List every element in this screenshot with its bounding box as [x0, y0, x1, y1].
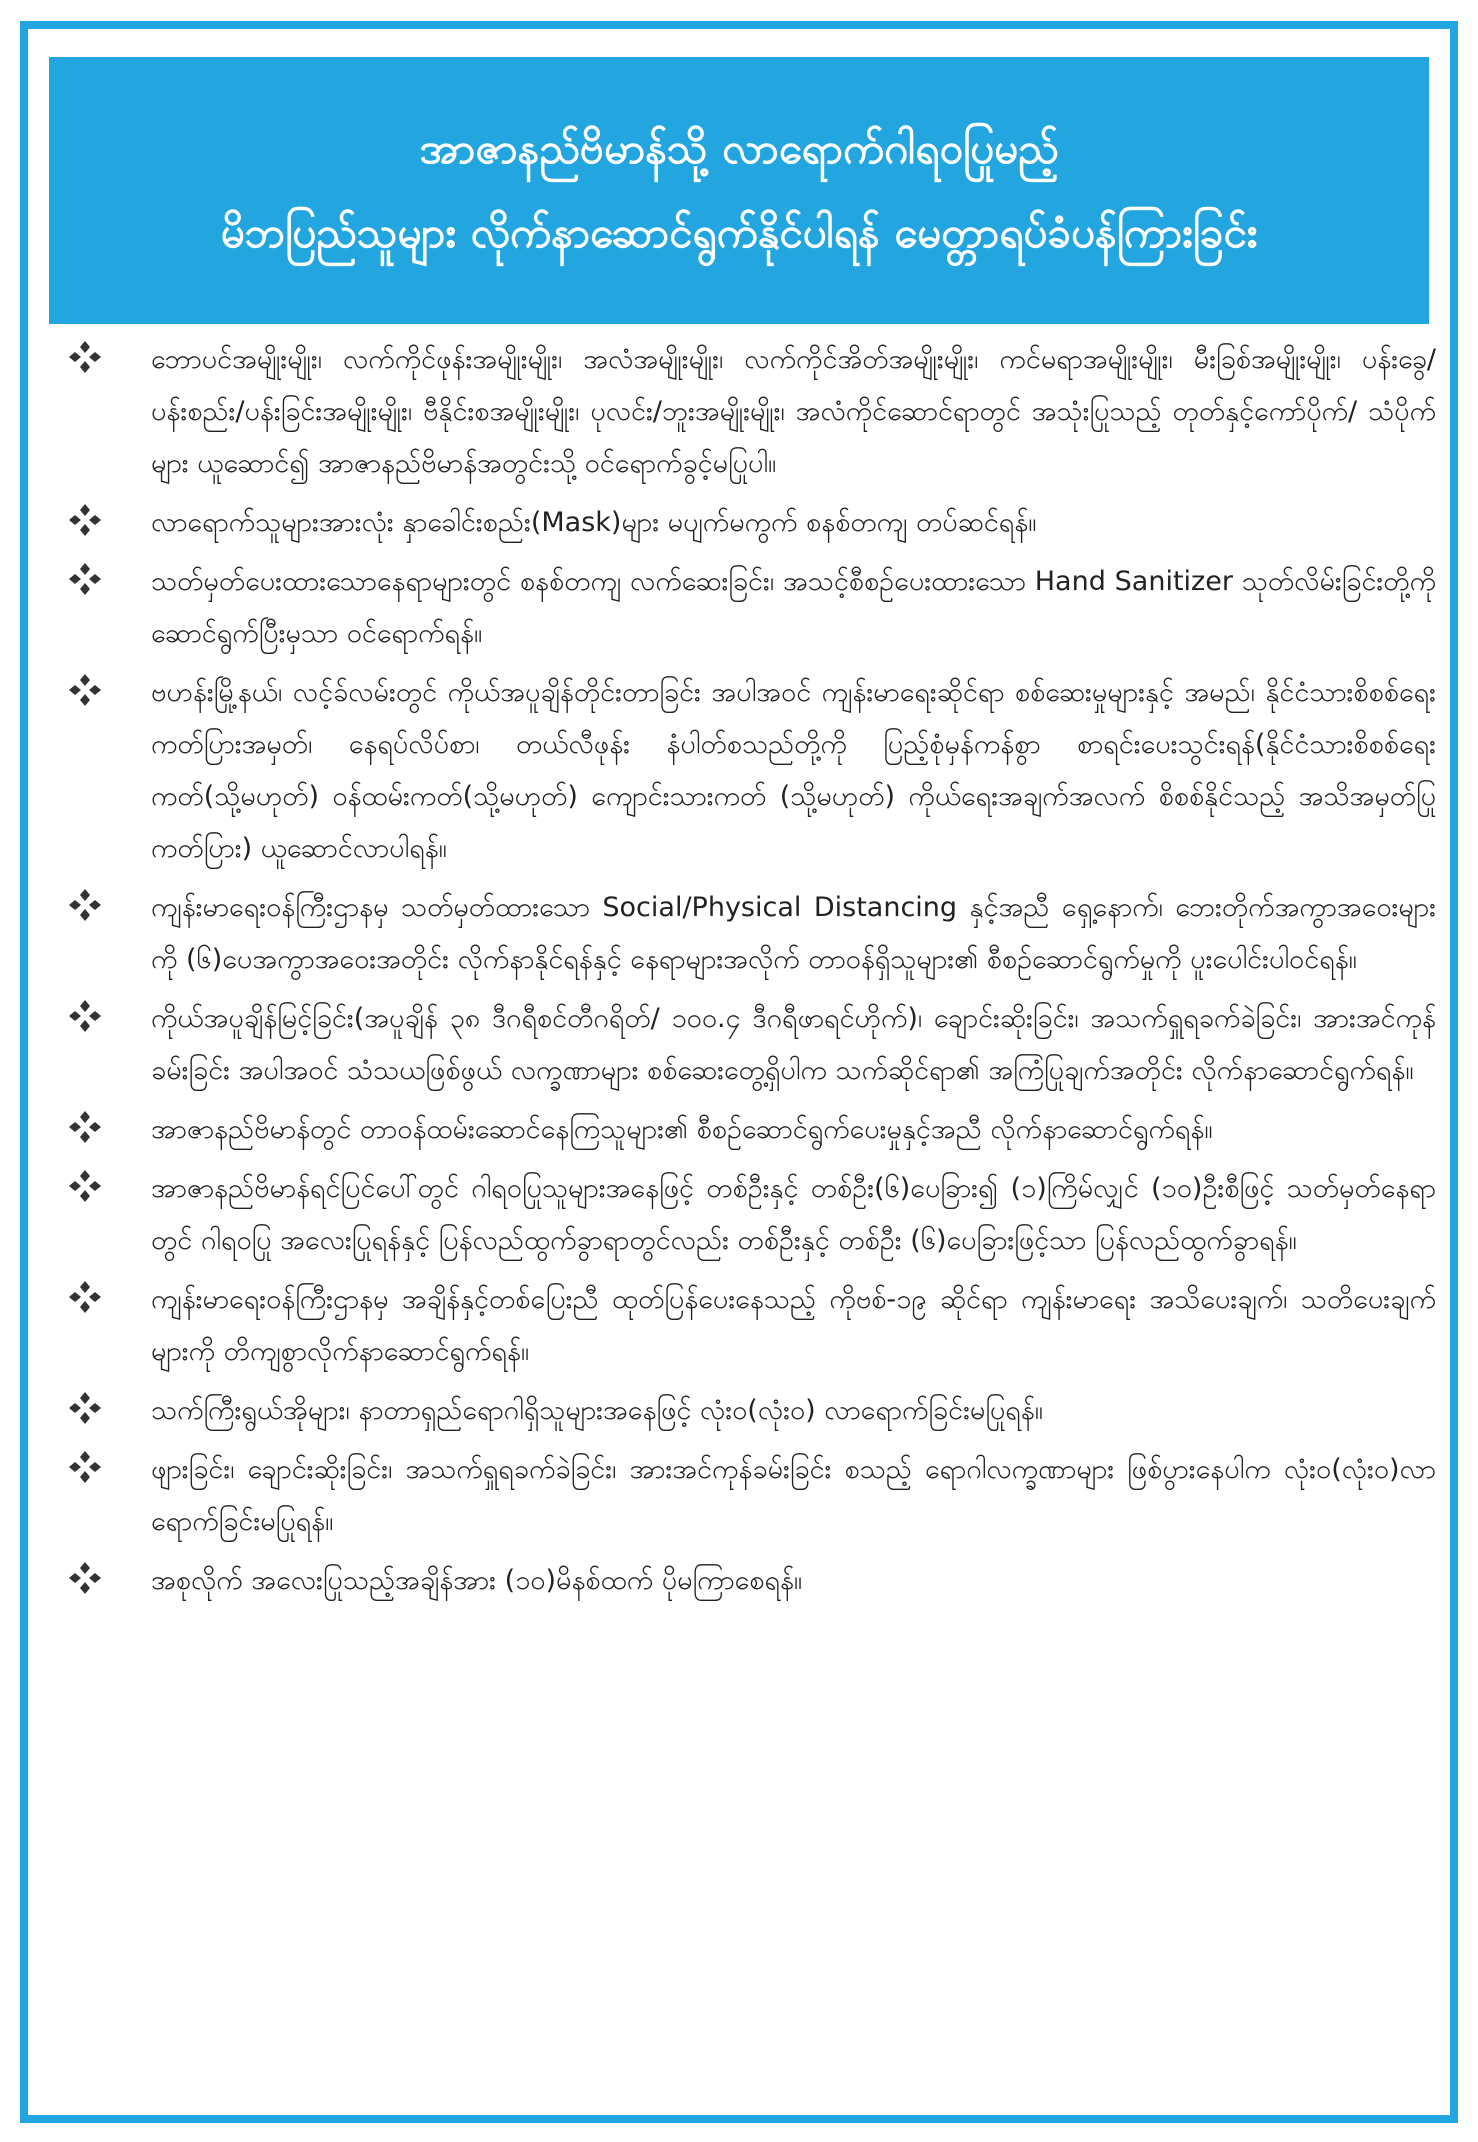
diamond-bullet-icon — [68, 503, 102, 537]
rule-text: ဗဟန်းမြို့နယ်၊ လင့်ခ်လမ်းတွင် ကိုယ်အပူချိန်တိုင်းတာခြင်း အပါအဝင် ကျန်းမာရေးဆိုင်ရာ စစ်ဆေးမှုများနှင့် အမည်၊ နိုင်ငံသားစိစစ်ရေးကတ်ပြားအမှတ်၊ နေရပ်လိပ်စာ၊ တယ်လီဖုန်း နံပါတ်စသည်တို့ကို ပြည့်စုံမှန်ကန်စွာ စာရင်းပေးသွင်းရန်(နိုင်ငံသားစိစစ်ရေးကတ်(သို့မဟုတ်) ဝန်ထမ်းကတ်(သို့မဟုတ်) ကျောင်းသားကတ် (သို့မဟုတ်) ကိုယ်ရေးအချက်အလက် စိစစ်နိုင်သည့် အသိအမှတ်ပြုကတ်ပြား) ယူဆောင်လာပါရန်။ — [151, 677, 1436, 864]
diamond-bullet-icon — [68, 1450, 102, 1484]
rule-text: သက်ကြီးရွယ်အိုများ၊ နာတာရှည်ရောဂါရှိသူများအနေဖြင့် လုံးဝ(လုံးဝ) လာရောက်ခြင်းမပြုရန်။ — [151, 1395, 1043, 1426]
rule-text: အာဇာနည်ဗိမာန်ရင်ပြင်ပေါ်တွင် ဂါရဝပြုသူများအနေဖြင့် တစ်ဦးနှင့် တစ်ဦး(၆)ပေခြား၍ (၁)ကြိမ်လျှင် (၁၀)ဦးစီဖြင့် သတ်မှတ်နေရာတွင် ဂါရဝပြု အလေးပြုရန်နှင့် ပြန်လည်ထွက်ခွာရာတွင်လည်း တစ်ဦးနှင့် တစ်ဦး (၆)ပေခြားဖြင့်သာ ပြန်လည်ထွက်ခွာရန်။ — [151, 1173, 1436, 1256]
diamond-bullet-icon — [68, 1561, 102, 1595]
list-item — [56, 667, 1436, 875]
diamond-bullet-icon — [68, 1391, 102, 1425]
list-item — [56, 334, 1436, 490]
rule-text: ဘောပင်အမျိုးမျိုး၊ လက်ကိုင်ဖုန်းအမျိုးမျိုး၊ အလံအမျိုးမျိုး၊ လက်ကိုင်အိတ်အမျိုးမျိုး၊ ကင်မရာအမျိုးမျိုး၊ မီးခြစ်အမျိုးမျိုး၊ ပန်းခွေ/ပန်းစည်း/ပန်းခြင်းအမျိုးမျိုး၊ ဗီနိုင်းစအမျိုးမျိုး၊ ပုလင်း/ဘူးအမျိုးမျိုး၊ အလံကိုင်ဆောင်ရာတွင် အသုံးပြုသည့် တုတ်နှင့်ကော်ပိုက်/ သံပိုက်များ ယူဆောင်၍ အာဇာနည်ဗိမာန်အတွင်းသို့ ဝင်ရောက်ခွင့်မပြုပါ။ — [151, 344, 1436, 479]
rule-text: အစုလိုက် အလေးပြုသည့်အချိန်အား (၁၀)မိနစ်ထက် ပိုမကြာစေရန်။ — [151, 1565, 803, 1596]
list-item — [56, 1385, 1436, 1437]
list-item — [56, 1104, 1436, 1156]
diamond-bullet-icon — [68, 999, 102, 1033]
notice-frame — [20, 21, 1458, 2123]
list-item — [56, 993, 1436, 1097]
diamond-bullet-icon — [68, 1280, 102, 1314]
list-item — [56, 497, 1436, 549]
rule-text: ကိုယ်အပူချိန်မြင့်ခြင်း(အပူချိန် ၃၈ ဒီဂရီစင်တီဂရိတ်/ ၁၀၀.၄ ဒီဂရီဖာရင်ဟိုက်)၊ ချောင်းဆိုးခြင်း၊ အသက်ရှူရခက်ခဲခြင်း၊ အားအင်ကုန်ခမ်းခြင်း အပါအဝင် သံသယဖြစ်ဖွယ် လက္ခဏာများ စစ်ဆေးတွေ့ရှိပါက သက်ဆိုင်ရာ၏ အကြံပြုချက်အတိုင်း လိုက်နာဆောင်ရွက်ရန်။ — [151, 1003, 1436, 1086]
notice-title-line-1: အာဇာနည်ဗိမာန်သို့ လာရောက်ဂါရဝပြုမည့် — [419, 123, 1059, 173]
diamond-bullet-icon — [68, 1110, 102, 1144]
list-item — [56, 1555, 1436, 1607]
notice-title-line-2: မိဘပြည်သူများ လိုက်နာဆောင်ရွက်နိုင်ပါရန် မေတ္တာရပ်ခံပန်ကြားခြင်း — [220, 207, 1258, 257]
diamond-bullet-icon — [68, 562, 102, 596]
diamond-bullet-icon — [68, 1169, 102, 1203]
rule-text: သတ်မှတ်ပေးထားသောနေရာများတွင် စနစ်တကျ လက်ဆေးခြင်း၊ အသင့်စီစဉ်ပေးထားသော Hand Sanitizer သုတ်လိမ်းခြင်းတို့ကို ဆောင်ရွက်ပြီးမှသာ ဝင်ရောက်ရန်။ — [151, 566, 1436, 649]
list-item — [56, 1274, 1436, 1378]
notice-title-banner — [49, 57, 1429, 324]
diamond-bullet-icon — [68, 340, 102, 374]
list-item — [56, 556, 1436, 660]
rule-text: ဖျားခြင်း၊ ချောင်းဆိုးခြင်း၊ အသက်ရှူရခက်ခဲခြင်း၊ အားအင်ကုန်ခမ်းခြင်း စသည့် ရောဂါလက္ခဏာများ ဖြစ်ပွားနေပါက လုံးဝ(လုံးဝ)လာရောက်ခြင်းမပြုရန်။ — [151, 1454, 1436, 1537]
list-item — [56, 882, 1436, 986]
rule-text: အာဇာနည်ဗိမာန်တွင် တာဝန်ထမ်းဆောင်နေကြသူများ၏ စီစဉ်ဆောင်ရွက်ပေးမှုနှင့်အညီ လိုက်နာဆောင်ရွက်ရန်။ — [151, 1114, 1213, 1145]
diamond-bullet-icon — [68, 673, 102, 707]
rule-text: လာရောက်သူများအားလုံး နှာခေါင်းစည်း(Mask)များ မပျက်မကွက် စနစ်တကျ တပ်ဆင်ရန်။ — [151, 507, 1037, 538]
diamond-bullet-icon — [68, 888, 102, 922]
rule-text: ကျန်းမာရေးဝန်ကြီးဌာနမှ အချိန်နှင့်တစ်ပြေးညီ ထုတ်ပြန်ပေးနေသည့် ကိုဗစ်-၁၉ ဆိုင်ရာ ကျန်းမာရေး အသိပေးချက်၊ သတိပေးချက်များကို တိကျစွာလိုက်နာဆောင်ရွက်ရန်။ — [151, 1284, 1436, 1367]
list-item — [56, 1444, 1436, 1548]
rule-text: ကျန်းမာရေးဝန်ကြီးဌာနမှ သတ်မှတ်ထားသော Social/Physical Distancing နှင့်အညီ ရှေ့နောက်၊ ဘေးတိုက်အကွာအဝေးများကို (၆)ပေအကွာအဝေးအတိုင်း လိုက်နာနိုင်ရန်နှင့် နေရာများအလိုက် တာဝန်ရှိသူများ၏ စီစဉ်ဆောင်ရွက်မှုကို ပူးပေါင်းပါဝင်ရန်။ — [151, 892, 1436, 975]
rules-list — [56, 334, 1436, 1614]
list-item — [56, 1163, 1436, 1267]
